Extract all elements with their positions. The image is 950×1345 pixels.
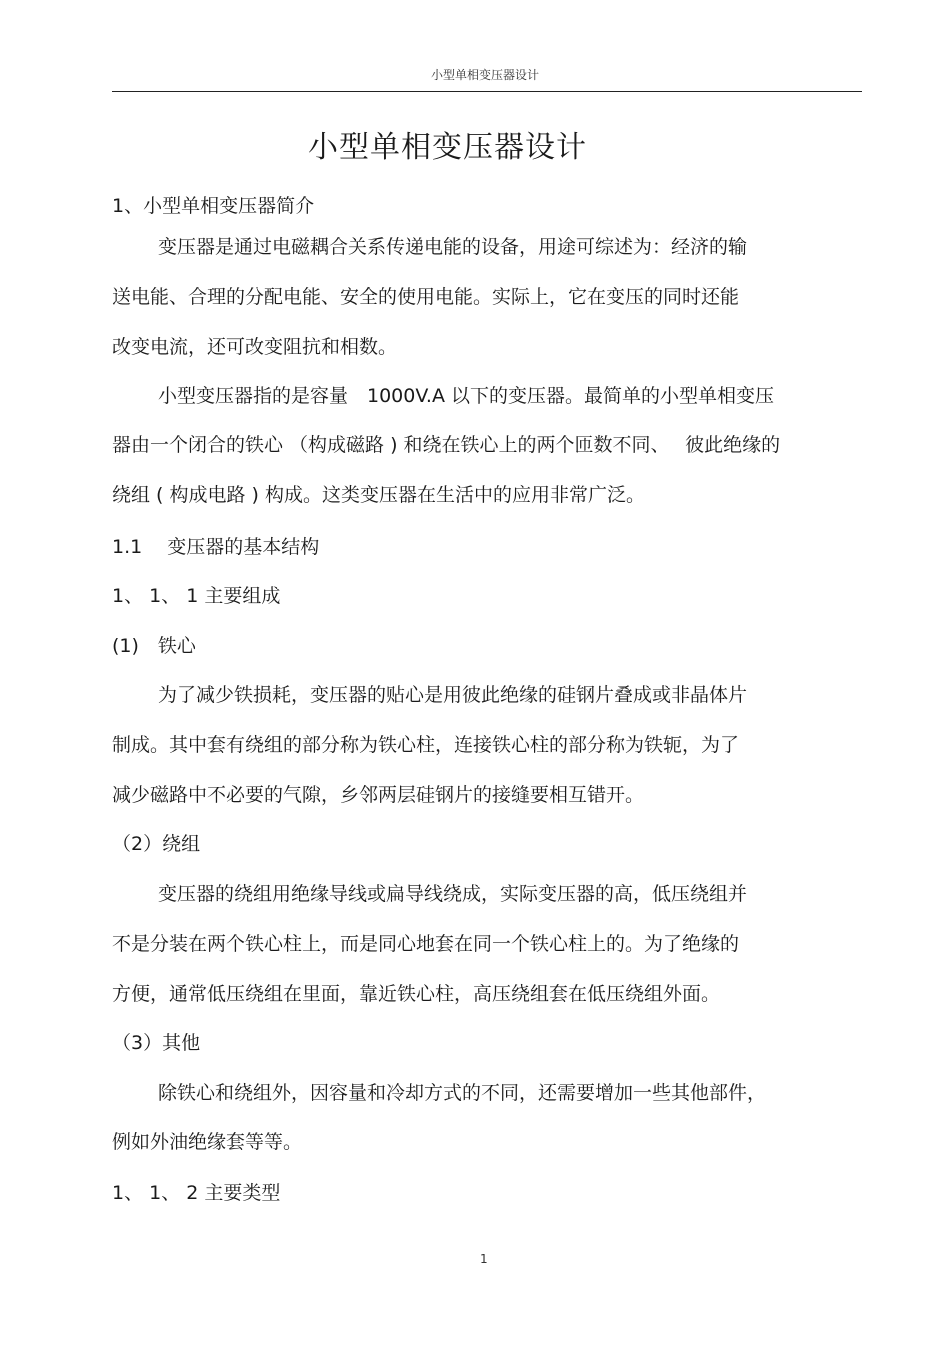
- page-number: 1: [480, 1252, 488, 1266]
- paragraph-line: 制成。其中套有绕组的部分称为铁心柱，连接铁心柱的部分称为铁轭，为了: [112, 734, 740, 756]
- paragraph-line: 方便，通常低压绕组在里面，靠近铁心柱，高压绕组套在低压绕组外面。: [112, 983, 721, 1005]
- subsection-heading: 1.1 变压器的基本结构: [112, 536, 320, 558]
- paragraph-line: 为了减少铁损耗，变压器的贴心是用彼此绝缘的硅钢片叠成或非晶体片: [158, 684, 748, 706]
- item-heading: （3）其他: [112, 1032, 201, 1054]
- subsubsection-heading: 1、 1、 1 主要组成: [112, 585, 281, 607]
- paragraph-line: 变压器是通过电磁耦合关系传递电能的设备，用途可综述为：经济的输: [158, 236, 748, 258]
- paragraph-line: 例如外油绝缘套等等。: [112, 1131, 303, 1153]
- paragraph-line: 器由一个闭合的铁心 （构成磁路 ) 和绕在铁心上的两个匝数不同、 彼此绝缘的: [112, 434, 781, 456]
- paragraph-line: 改变电流，还可改变阻抗和相数。: [112, 336, 398, 358]
- document-title: 小型单相变压器设计: [308, 130, 587, 165]
- subsubsection-heading: 1、 1、 2 主要类型: [112, 1182, 281, 1204]
- paragraph-line: 不是分装在两个铁心柱上，而是同心地套在同一个铁心柱上的。为了绝缘的: [112, 933, 740, 955]
- paragraph-line: 减少磁路中不必要的气隙，乡邻两层硅钢片的接缝要相互错开。: [112, 784, 645, 806]
- paragraph-line: 送电能、合理的分配电能、安全的使用电能。实际上，它在变压的同时还能: [112, 286, 740, 308]
- paragraph-line: 变压器的绕组用绝缘导线或扁导线绕成，实际变压器的高，低压绕组并: [158, 883, 748, 905]
- paragraph-line: 小型变压器指的是容量 1000V.A 以下的变压器。最简单的小型单相变压: [158, 385, 774, 407]
- paragraph-line: 绕组 ( 构成电路 ) 构成。这类变压器在生活中的应用非常广泛。: [112, 484, 645, 506]
- item-heading: （2）绕组: [112, 833, 201, 855]
- section-heading: 1、小型单相变压器简介: [112, 195, 315, 217]
- item-heading: (1) 铁心: [112, 635, 196, 657]
- paragraph-line: 除铁心和绕组外，因容量和冷却方式的不同，还需要增加一些其他部件，: [158, 1082, 767, 1104]
- header-divider: [112, 91, 862, 92]
- running-header: 小型单相变压器设计: [430, 68, 539, 82]
